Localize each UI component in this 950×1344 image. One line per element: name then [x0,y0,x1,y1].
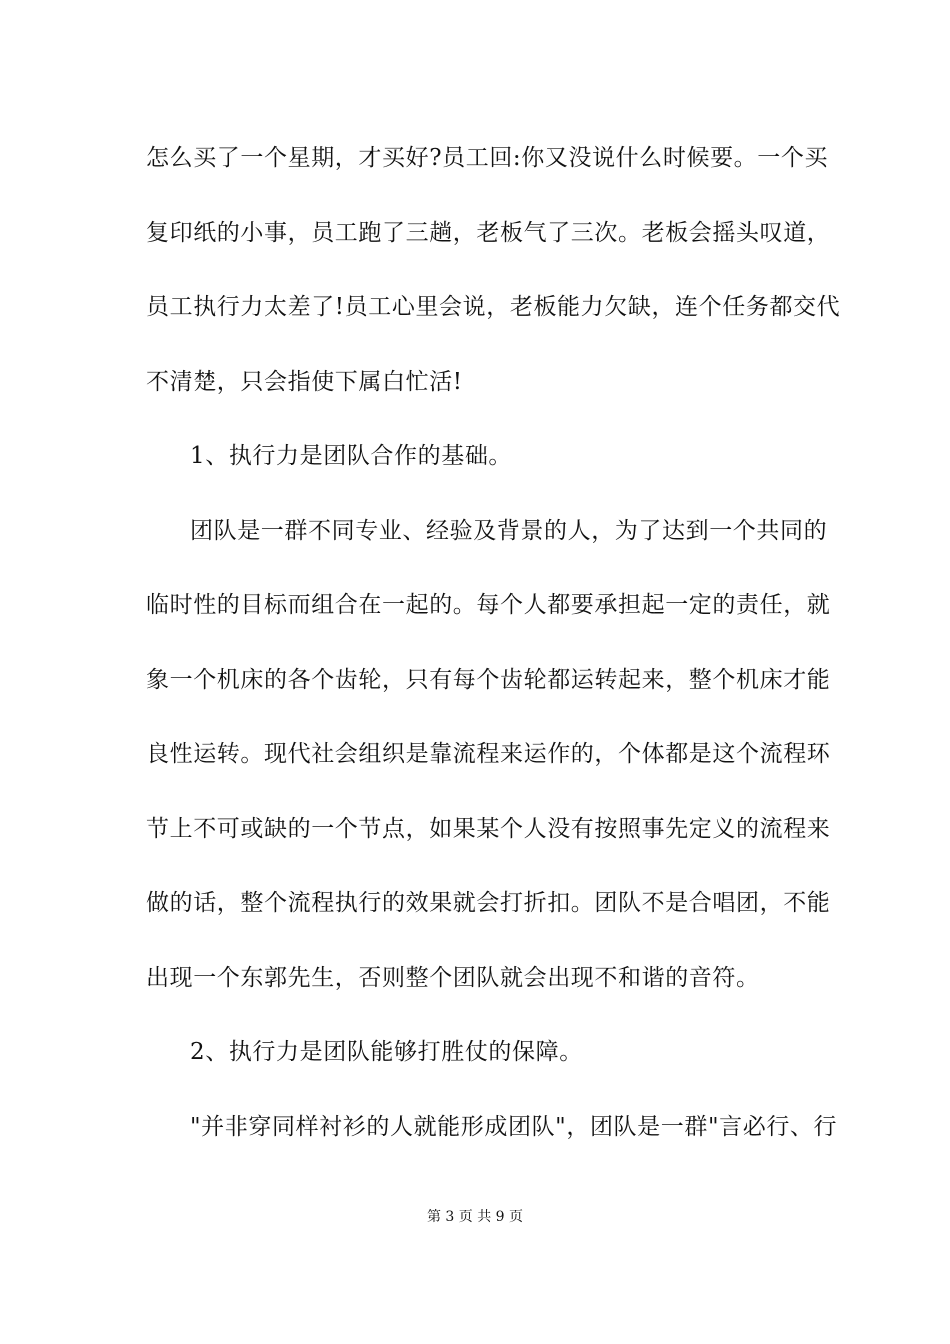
text-line: "并非穿同样衬衫的人就能形成团队"，团队是一群"言必行、行 [190,1114,838,1140]
text-line: 员工执行力太差了!员工心里会说，老板能力欠缺，连个任务都交代 [146,294,841,320]
text-line: 出现一个东郭先生，否则整个团队就会出现不和谐的音符。 [146,965,760,991]
text-line: 做的话，整个流程执行的效果就会打折扣。团队不是合唱团，不能 [146,890,831,916]
section-heading: 2、执行力是团队能够打胜仗的保障。 [190,1039,583,1065]
text-line: 节上不可或缺的一个节点，如果某个人没有按照事先定义的流程来 [146,816,831,842]
text-line: 团队是一群不同专业、经验及背景的人，为了达到一个共同的 [190,518,828,544]
text-line: 不清楚，只会指使下属白忙活! [146,369,463,395]
text-line: 复印纸的小事，员工跑了三趟，老板气了三次。老板会摇头叹道， [146,220,831,246]
text-line: 良性运转。现代社会组织是靠流程来运作的，个体都是这个流程环 [146,741,831,767]
text-line: 怎么买了一个星期，才买好?员工回:你又没说什么时候要。一个买 [146,145,829,171]
page-number: 第 3 页 共 9 页 [426,1209,524,1225]
text-line: 临时性的目标而组合在一起的。每个人都要承担起一定的责任，就 [146,592,831,618]
text-line: 象一个机床的各个齿轮，只有每个齿轮都运转起来，整个机床才能 [146,667,831,693]
section-heading: 1、执行力是团队合作的基础。 [190,443,513,469]
